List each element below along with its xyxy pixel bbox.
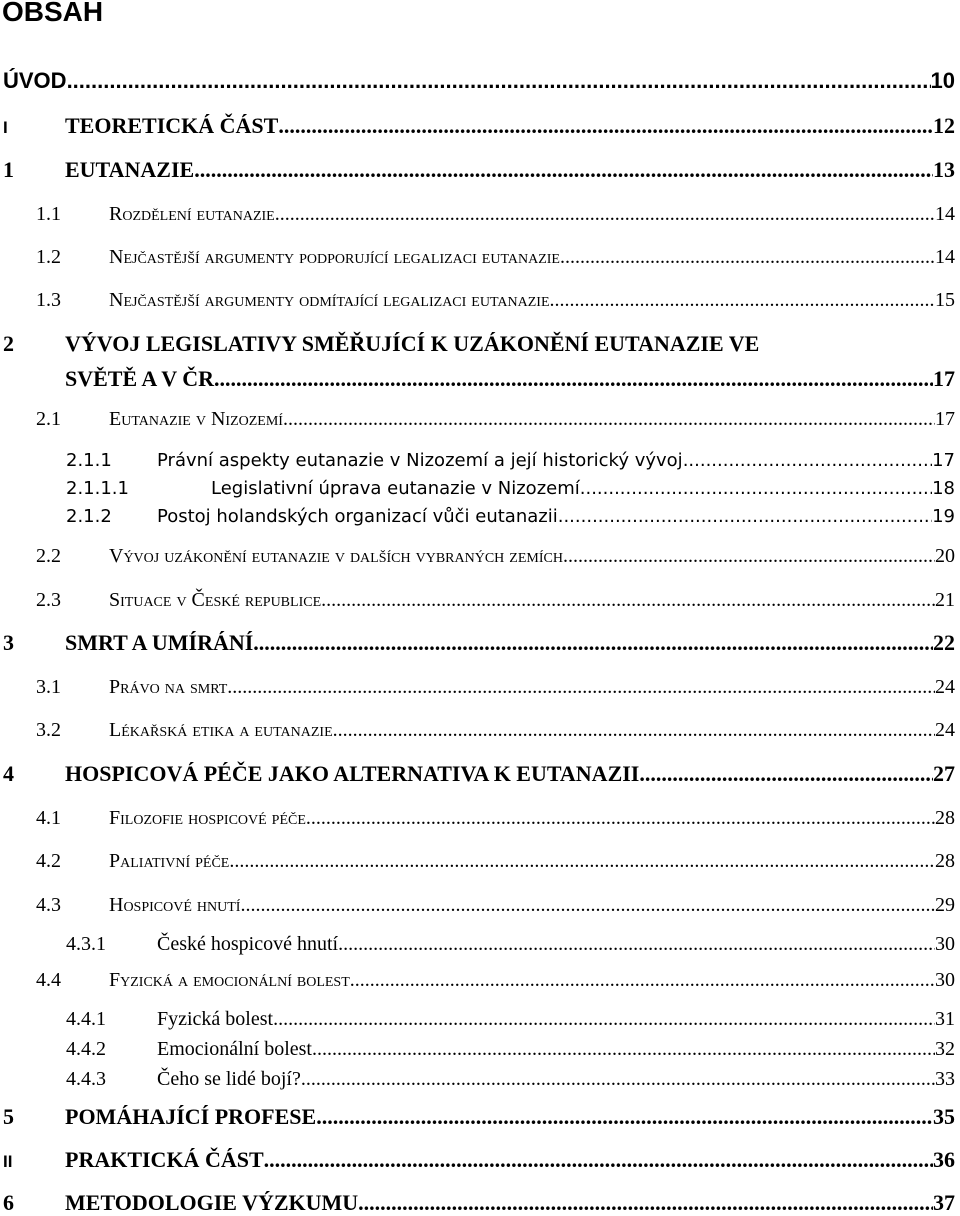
toc-entry-number: 4.3 xyxy=(36,894,61,916)
toc-entry-page: 35 xyxy=(933,1104,955,1129)
toc-entry-number: 1.2 xyxy=(36,246,61,268)
toc-leader xyxy=(278,113,933,139)
toc-entry-chapter-1[interactable] xyxy=(3,157,955,183)
toc-leader xyxy=(214,366,933,392)
toc-entry-page: 17 xyxy=(932,450,955,471)
toc-entry-section-2-3[interactable] xyxy=(36,589,955,612)
toc-entry-page: 17 xyxy=(935,408,955,430)
toc-leader xyxy=(227,676,935,699)
toc-entry-uvod[interactable] xyxy=(3,68,955,94)
toc-entry-subsection-2-1-2[interactable] xyxy=(66,506,955,527)
toc-entry-title: Situace v České republice xyxy=(109,589,322,611)
toc-leader xyxy=(639,761,933,787)
toc-leader xyxy=(580,478,932,499)
toc-entry-title: Paliativní péče xyxy=(109,850,230,872)
toc-entry-title: Legislativní úprava eutanazie v Nizozemí xyxy=(211,478,580,499)
toc-leader xyxy=(316,1104,933,1130)
toc-entry-number: 1.3 xyxy=(36,289,61,311)
toc-entry-title: HOSPICOVÁ PÉČE JAKO ALTERNATIVA K EUTANAZII xyxy=(65,761,640,786)
toc-leader xyxy=(550,289,936,312)
toc-entry-number: 6 xyxy=(3,1190,14,1215)
toc-entry-subsubsection-2-1-1-1[interactable] xyxy=(66,478,955,499)
toc-entry-page: 24 xyxy=(935,676,955,698)
toc-entry-title: Vývoj uzákonění eutanazie v dalších vybraných zemích xyxy=(109,545,563,567)
toc-entry-number: 2.1.2 xyxy=(66,506,112,527)
toc-entry-title: Rozdělení eutanazie xyxy=(109,203,275,225)
toc-entry-page: 17 xyxy=(933,366,955,391)
toc-entry-chapter-2[interactable] xyxy=(65,366,955,392)
toc-entry-chapter-6[interactable] xyxy=(3,1190,955,1216)
toc-entry-title: TEORETICKÁ ČÁST xyxy=(65,113,279,138)
toc-leader xyxy=(273,1008,935,1031)
toc-leader xyxy=(558,506,932,527)
toc-entry-page: 15 xyxy=(935,289,955,311)
toc-entry-section-4-2[interactable] xyxy=(36,850,955,873)
toc-leader xyxy=(560,246,935,269)
toc-entry-number: 2.1.1 xyxy=(66,450,112,471)
toc-entry-page: 33 xyxy=(935,1068,955,1090)
toc-entry-title: Lékařská etika a eutanazie xyxy=(109,719,333,741)
toc-leader xyxy=(194,157,933,183)
toc-entry-chapter-3[interactable] xyxy=(3,630,955,656)
toc-entry-page: 29 xyxy=(935,894,955,916)
toc-entry-number: 2 xyxy=(3,331,14,356)
toc-entry-chapter-2-line1[interactable] xyxy=(3,331,955,357)
toc-leader xyxy=(350,969,935,992)
toc-entry-page: 18 xyxy=(932,478,955,499)
toc-entry-page: 20 xyxy=(935,545,955,567)
toc-entry-number: 4.3.1 xyxy=(66,933,106,955)
toc-entry-number: 4.4 xyxy=(36,969,61,991)
toc-leader xyxy=(321,589,935,612)
toc-entry-page: 21 xyxy=(935,589,955,611)
toc-entry-part-ii[interactable] xyxy=(3,1147,955,1173)
toc-entry-number: 3.2 xyxy=(36,719,61,741)
toc-entry-number: 2.1.1.1 xyxy=(66,478,129,499)
toc-entry-page: 14 xyxy=(935,246,955,268)
toc-entry-title: SVĚTĚ A V ČR xyxy=(65,366,214,391)
toc-entry-title: SMRT A UMÍRÁNÍ xyxy=(65,630,254,655)
toc-entry-page: 22 xyxy=(933,630,955,655)
page-title: OBSAH xyxy=(2,0,104,27)
toc-entry-title: Nejčastější argumenty podporující legalizaci eutanazie xyxy=(109,246,560,268)
toc-entry-section-4-1[interactable] xyxy=(36,807,955,830)
toc-entry-title: Právo na smrt xyxy=(109,676,228,698)
toc-leader xyxy=(312,1038,935,1061)
toc-entry-number: 1.1 xyxy=(36,203,61,225)
toc-entry-title: Nejčastější argumenty odmítající legalizaci eutanazie xyxy=(109,289,550,311)
toc-entry-page: 30 xyxy=(935,969,955,991)
toc-entry-subsection-4-4-2[interactable] xyxy=(66,1038,955,1061)
toc-leader xyxy=(358,1190,933,1216)
toc-entry-page: 28 xyxy=(935,850,955,872)
toc-entry-title: Filozofie hospicové péče xyxy=(109,807,306,829)
toc-entry-page: 28 xyxy=(935,807,955,829)
toc-leader xyxy=(563,545,935,568)
toc-leader xyxy=(67,68,931,94)
toc-entry-page: 13 xyxy=(933,157,955,182)
toc-leader xyxy=(240,894,935,917)
toc-entry-title: Postoj holandských organizací vůči eutanazii xyxy=(157,506,558,527)
toc-entry-number: 4.4.1 xyxy=(66,1008,106,1030)
toc-leader xyxy=(301,1068,935,1091)
toc-entry-subsection-2-1-1[interactable] xyxy=(66,450,955,471)
toc-entry-title: EUTANAZIE xyxy=(65,157,195,182)
toc-entry-number: II xyxy=(3,1152,13,1171)
toc-entry-subsection-4-3-1[interactable] xyxy=(66,933,955,956)
toc-leader xyxy=(333,719,935,742)
toc-entry-title: Čeho se lidé bojí? xyxy=(157,1068,301,1090)
toc-entry-page: 19 xyxy=(932,506,955,527)
toc-entry-title: Fyzická bolest xyxy=(157,1008,274,1030)
toc-entry-subsection-4-4-3[interactable] xyxy=(66,1068,955,1091)
toc-entry-part-i[interactable] xyxy=(3,113,955,139)
toc-entry-page: 32 xyxy=(935,1038,955,1060)
toc-entry-section-4-4[interactable] xyxy=(36,969,955,992)
toc-entry-title: Fyzická a emocionální bolest xyxy=(109,969,350,991)
toc-entry-section-3-1[interactable] xyxy=(36,676,955,699)
toc-entry-page: 31 xyxy=(935,1008,955,1030)
toc-entry-number: 3 xyxy=(3,630,14,655)
toc-entry-title: Právní aspekty eutanazie v Nizozemí a její historický vývoj xyxy=(157,450,683,471)
toc-entry-number: 4.4.2 xyxy=(66,1038,106,1060)
toc-entry-section-1-2[interactable] xyxy=(36,246,955,269)
toc-entry-title: České hospicové hnutí xyxy=(157,933,339,955)
toc-leader xyxy=(306,807,935,830)
toc-entry-section-3-2[interactable] xyxy=(36,719,955,742)
toc-entry-chapter-5[interactable] xyxy=(3,1104,955,1130)
toc-entry-section-1-3[interactable] xyxy=(36,289,955,312)
toc-entry-number: 4.2 xyxy=(36,850,61,872)
toc-entry-page: 24 xyxy=(935,719,955,741)
toc-entry-section-4-3[interactable] xyxy=(36,894,955,917)
toc-entry-number: 1 xyxy=(3,157,14,182)
toc-entry-page: 27 xyxy=(933,761,955,786)
toc-entry-title: Hospicové hnutí xyxy=(109,894,241,916)
toc-leader xyxy=(264,1147,933,1173)
toc-entry-title: POMÁHAJÍCÍ PROFESE xyxy=(65,1104,317,1129)
toc-entry-number: 2.2 xyxy=(36,545,61,567)
toc-entry-title: ÚVOD xyxy=(3,68,67,93)
toc-entry-number: 4.1 xyxy=(36,807,61,829)
toc-entry-section-1-1[interactable] xyxy=(36,203,955,226)
toc-entry-page: 14 xyxy=(935,203,955,225)
toc-entry-number: I xyxy=(3,118,8,137)
toc-entry-page: 12 xyxy=(933,113,955,138)
toc-leader xyxy=(275,203,935,226)
toc-entry-page: 30 xyxy=(935,933,955,955)
toc-leader xyxy=(338,933,935,956)
toc-entry-title: METODOLOGIE VÝZKUMU xyxy=(65,1190,359,1215)
toc-entry-subsection-4-4-1[interactable] xyxy=(66,1008,955,1031)
toc-entry-number: 5 xyxy=(3,1104,14,1129)
toc-entry-title: Emocionální bolest xyxy=(157,1038,312,1060)
toc-entry-section-2-2[interactable] xyxy=(36,545,955,568)
toc-entry-number: 4.4.3 xyxy=(66,1068,106,1090)
toc-entry-title: PRAKTICKÁ ČÁST xyxy=(65,1147,264,1172)
toc-entry-page: 37 xyxy=(933,1190,955,1215)
toc-leader xyxy=(229,850,935,873)
toc-entry-chapter-4[interactable] xyxy=(3,761,955,787)
toc-entry-page: 10 xyxy=(930,68,955,93)
toc-entry-number: 2.1 xyxy=(36,408,61,430)
toc-entry-number: 4 xyxy=(3,761,14,786)
toc-entry-title-line1: VÝVOJ LEGISLATIVY SMĚŘUJÍCÍ K UZÁKONĚNÍ EUTANAZIE VE xyxy=(65,331,760,356)
toc-entry-number: 3.1 xyxy=(36,676,61,698)
toc-entry-section-2-1[interactable] xyxy=(36,408,955,431)
toc-leader xyxy=(683,450,932,471)
toc-leader xyxy=(253,630,933,656)
toc-leader xyxy=(283,408,935,431)
toc-entry-title: Eutanazie v Nizozemí xyxy=(109,408,283,430)
toc-entry-number: 2.3 xyxy=(36,589,61,611)
toc-entry-page: 36 xyxy=(933,1147,955,1172)
